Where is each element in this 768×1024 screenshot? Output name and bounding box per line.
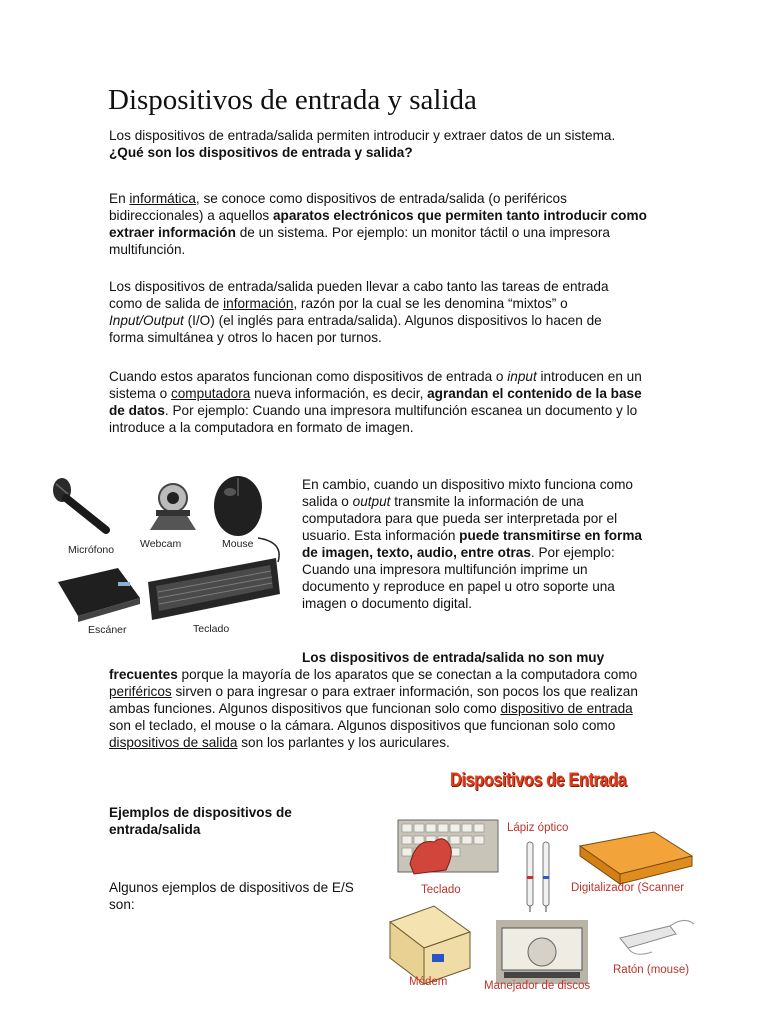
webcam-icon xyxy=(150,484,196,530)
p3-text-d: . Por ejemplo: Cuando una impresora multifunción escanea un documento y lo introduce a la computadora en formato de imagen. xyxy=(109,403,638,435)
microphone-icon xyxy=(53,478,106,530)
p5-text-b: sirven o para ingresar o para extraer información, son pocos los que realizan ambas funciones. Algunos dispositivos que funcionan solo como xyxy=(109,684,638,716)
p1-text-a: En xyxy=(109,191,130,206)
link-informatica[interactable]: informática xyxy=(129,191,196,206)
input-devices-figure xyxy=(384,812,704,1012)
p1-text-b: , se conoce como dispositivos de entrada/salida (o periféricos bidireccionales) a aquellos xyxy=(109,191,567,223)
paragraph-5 xyxy=(109,649,657,751)
light-pen-icon xyxy=(527,842,549,912)
link-informacion[interactable]: información xyxy=(223,296,294,311)
label-modem: Módem xyxy=(409,976,448,988)
mouse-device-icon xyxy=(620,920,694,954)
label-mouse: Mouse xyxy=(222,538,254,550)
paragraph-3 xyxy=(109,368,654,436)
p5-bold: Los dispositivos de entrada/salida no son muy frecuentes xyxy=(109,650,605,682)
p3-text-a: Cuando estos aparatos funcionan como dispositivos de entrada o xyxy=(109,369,508,384)
link-dispositivos-de-salida[interactable]: dispositivos de salida xyxy=(109,735,238,750)
label-microfono: Micrófono xyxy=(68,544,115,556)
examples-intro: Algunos ejemplos de dispositivos de E/S son: xyxy=(109,880,354,912)
label-webcam: Webcam xyxy=(140,538,182,550)
p3-text-c: nueva información, es decir, xyxy=(250,386,428,401)
label-escaner: Escáner xyxy=(88,624,127,636)
label-digitalizador: Digitalizador (Scanner xyxy=(571,882,685,894)
p5-text-a: porque la mayoría de los aparatos que se conectan a la computadora como xyxy=(177,667,638,682)
label-raton: Ratón (mouse) xyxy=(613,964,690,976)
p2-text-c: (I/O) (el inglés para entrada/salida). Algunos dispositivos lo hacen de forma simultánea y otros lo hacen por turnos. xyxy=(109,313,602,345)
label-manejador-discos: Manejador de discos xyxy=(484,980,591,992)
keyboard-icon xyxy=(148,538,280,620)
figure2-title: Dispositivos de Entrada xyxy=(450,770,627,791)
paragraph-1 xyxy=(109,190,654,258)
p4-text-c: . Por ejemplo: Cuando una impresora multifunción imprime un documento y reproduce en papel u otro soporte una imagen o documento digital. xyxy=(302,545,615,611)
p3-bold: agrandan el contenido de la base de datos xyxy=(109,386,642,418)
p5-text-d: son los parlantes y los auriculares. xyxy=(237,735,450,750)
p2-italic: Input/Output xyxy=(109,313,184,328)
intro-paragraph xyxy=(109,127,629,161)
p2-text-b: , razón por la cual se les denomina “mixtos” o xyxy=(293,296,568,311)
link-computadora[interactable]: computadora xyxy=(170,386,251,401)
p5-text-c: son el teclado, el mouse o la cámara. Algunos dispositivos que funcionan solo como xyxy=(109,718,616,733)
p4-italic: output xyxy=(352,494,391,509)
p4-text-a: En cambio, cuando un dispositivo mixto funciona como salida o xyxy=(302,477,633,509)
digitizer-icon xyxy=(580,832,692,884)
p3-text-b: introducen en un sistema o xyxy=(109,369,642,401)
p4-bold: puede transmitirse en forma de imagen, texto, audio, entre otras xyxy=(302,528,642,560)
page-title: Dispositivos de entrada y salida xyxy=(108,84,477,116)
disk-drive-icon xyxy=(496,920,588,984)
paragraph-2 xyxy=(109,278,629,346)
label-teclado: Teclado xyxy=(193,623,230,635)
peripherals-figure xyxy=(48,470,288,640)
mouse-icon xyxy=(214,476,262,536)
examples-heading: Ejemplos de dispositivos de entrada/salida xyxy=(109,805,292,837)
section-question: ¿Qué son los dispositivos de entrada y salida? xyxy=(109,145,413,160)
label-lapiz-optico: Lápiz óptico xyxy=(507,822,569,834)
p3-italic: input xyxy=(507,369,537,384)
scanner-icon xyxy=(58,568,140,622)
link-perifericos[interactable]: periféricos xyxy=(109,684,172,699)
intro-text: Los dispositivos de entrada/salida permiten introducir y extraer datos de un sistema. xyxy=(109,128,616,143)
modem-icon xyxy=(390,906,470,984)
label-teclado-2: Teclado xyxy=(421,884,461,896)
paragraph-4 xyxy=(302,476,658,612)
p2-text-a: Los dispositivos de entrada/salida pueden llevar a cabo tanto las tareas de entrada como de salida de xyxy=(109,279,609,311)
p1-bold: aparatos electrónicos que permiten tanto introducir como extraer información xyxy=(109,208,647,240)
p1-text-c: de un sistema. Por ejemplo: un monitor táctil o una impresora multifunción. xyxy=(109,225,610,257)
p4-text-b: transmite la información de una computadora para que pueda ser interpretada por el usuario. Esta información xyxy=(302,494,618,543)
link-dispositivo-de-entrada[interactable]: dispositivo de entrada xyxy=(500,701,633,716)
keyboard-with-hand-icon xyxy=(398,820,498,874)
